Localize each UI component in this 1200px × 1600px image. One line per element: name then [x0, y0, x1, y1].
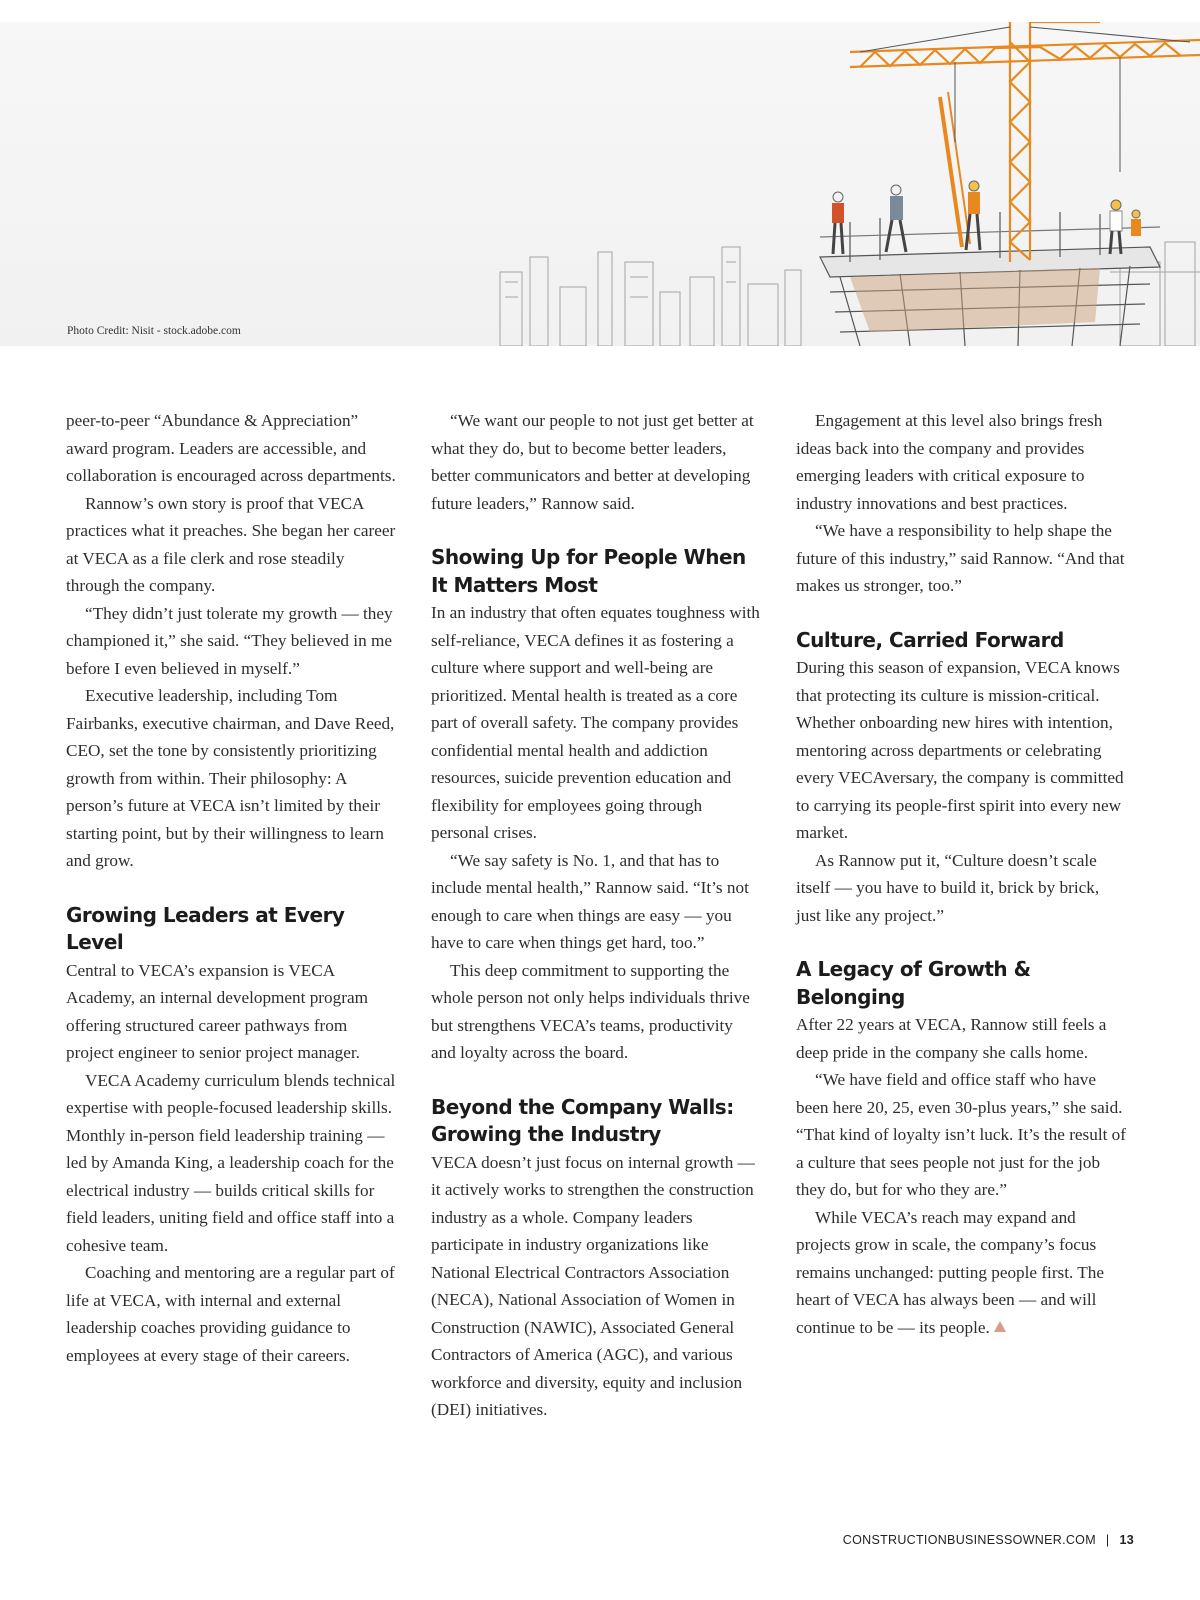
paragraph: “We want our people to not just get better at what they do, but to become better leaders, better communicators and better at developing future leaders,” Rannow said.: [431, 411, 754, 513]
footer-site: CONSTRUCTIONBUSINESSOWNER.COM: [842, 1533, 1096, 1547]
paragraph: As Rannow put it, “Culture doesn’t scale itself — you have to build it, brick by brick, just like any project.”: [796, 850, 1100, 925]
end-of-article-icon: [994, 1321, 1006, 1332]
article-column-2: [431, 407, 761, 1424]
article-column-1: [66, 407, 396, 1369]
footer-separator: |: [1105, 1533, 1110, 1547]
section-heading: Growing Leaders at Every Level: [66, 902, 345, 954]
paragraph: VECA doesn’t just focus on internal growth — it actively works to strengthen the construction industry as a whole. Company leaders participate in industry organizations like National Electrical Contractors Association (NECA), National Association of Women in Construction (NAWIC), Associated General Contractors of America (AGC), and various workforce and diversity, equity and inclusion (DEI) initiatives.: [431, 1152, 755, 1419]
paragraph: Executive leadership, including Tom Fairbanks, executive chairman, and Dave Reed, CEO, set the tone by consistently prioritizing growth from within. Their philosophy: A person’s future at VECA isn’t limited by their starting point, but by their willingness to learn and grow.: [66, 686, 395, 870]
page-number: 13: [1119, 1533, 1134, 1547]
paragraph: VECA Academy curriculum blends technical expertise with people-focused leadership skills. Monthly in-person field leadership training — led by Amanda King, a leadership coach for the electrical industry — builds critical skills for field leaders, uniting field and office staff into a cohesive team.: [66, 1070, 396, 1255]
paragraph: “We have a responsibility to help shape the future of this industry,” said Rannow. “And that makes us stronger, too.”: [796, 521, 1125, 595]
paragraph-final: [796, 1204, 1126, 1342]
paragraph: This deep commitment to supporting the whole person not only helps individuals thrive but strengthens VECA’s teams, productivity and loyalty across the board.: [431, 960, 750, 1062]
photo-credit: Photo Credit: Nisit - stock.adobe.com: [67, 325, 241, 337]
paragraph: After 22 years at VECA, Rannow still feels a deep pride in the company she calls home.: [796, 1015, 1107, 1062]
article-column-3: [796, 407, 1126, 1341]
paragraph: In an industry that often equates toughness with self-reliance, VECA defines it as fostering a culture where support and well-being are prioritized. Mental health is treated as a core part of overall safety. The company provides confidential mental health and addiction resources, suicide prevention education and flexibility for employees going through personal crises.: [431, 603, 760, 842]
paragraph: Central to VECA’s expansion is VECA Academy, an internal development program offering structured career pathways from project engineer to senior project manager.: [66, 960, 368, 1062]
hero-image: [0, 22, 1200, 346]
paragraph-text: While VECA’s reach may expand and projects grow in scale, the company’s focus remains unchanged: putting people first. The heart of VECA has always been — and will continue to be — its people.: [796, 1207, 1105, 1337]
paragraph: Coaching and mentoring are a regular part of life at VECA, with internal and external leadership coaches providing guidance to employees at every stage of their careers.: [66, 1263, 395, 1365]
paragraph: peer-to-peer “Abundance & Appreciation” award program. Leaders are accessible, and collaboration is encouraged across departments.: [66, 411, 396, 485]
paragraph: During this season of expansion, VECA knows that protecting its culture is mission-critical. Whether onboarding new hires with intention, mentoring across departments or celebrating every VECAversary, the company is committed to carrying its people-first spirit into every new market.: [796, 658, 1124, 842]
paragraph: “We say safety is No. 1, and that has to include mental health,” Rannow said. “It’s not enough to care when things are easy — you have to care when things get hard, too.”: [431, 850, 749, 952]
page-footer: [843, 1533, 1134, 1547]
section-heading: Beyond the Company Walls: Growing the Industry: [431, 1094, 734, 1146]
paragraph: Engagement at this level also brings fresh ideas back into the company and provides emerging leaders with critical exposure to industry innovations and best practices.: [796, 411, 1103, 513]
section-heading: Culture, Carried Forward: [796, 627, 1064, 652]
section-heading: A Legacy of Growth & Belonging: [796, 957, 1031, 1009]
paragraph: “They didn’t just tolerate my growth — they championed it,” she said. “They believed in me before I even believed in myself.”: [66, 603, 393, 678]
paragraph: Rannow’s own story is proof that VECA practices what it preaches. She began her career at VECA as a file clerk and rose steadily through the company.: [66, 493, 396, 595]
crane-sketch-illustration: [0, 22, 1200, 346]
section-heading: Showing Up for People When It Matters Most: [431, 545, 746, 597]
paragraph: “We have field and office staff who have been here 20, 25, even 30-plus years,” she said. “That kind of loyalty isn’t luck. It’s the result of a culture that sees people not just for the job they do, but for who they are.”: [796, 1070, 1127, 1199]
